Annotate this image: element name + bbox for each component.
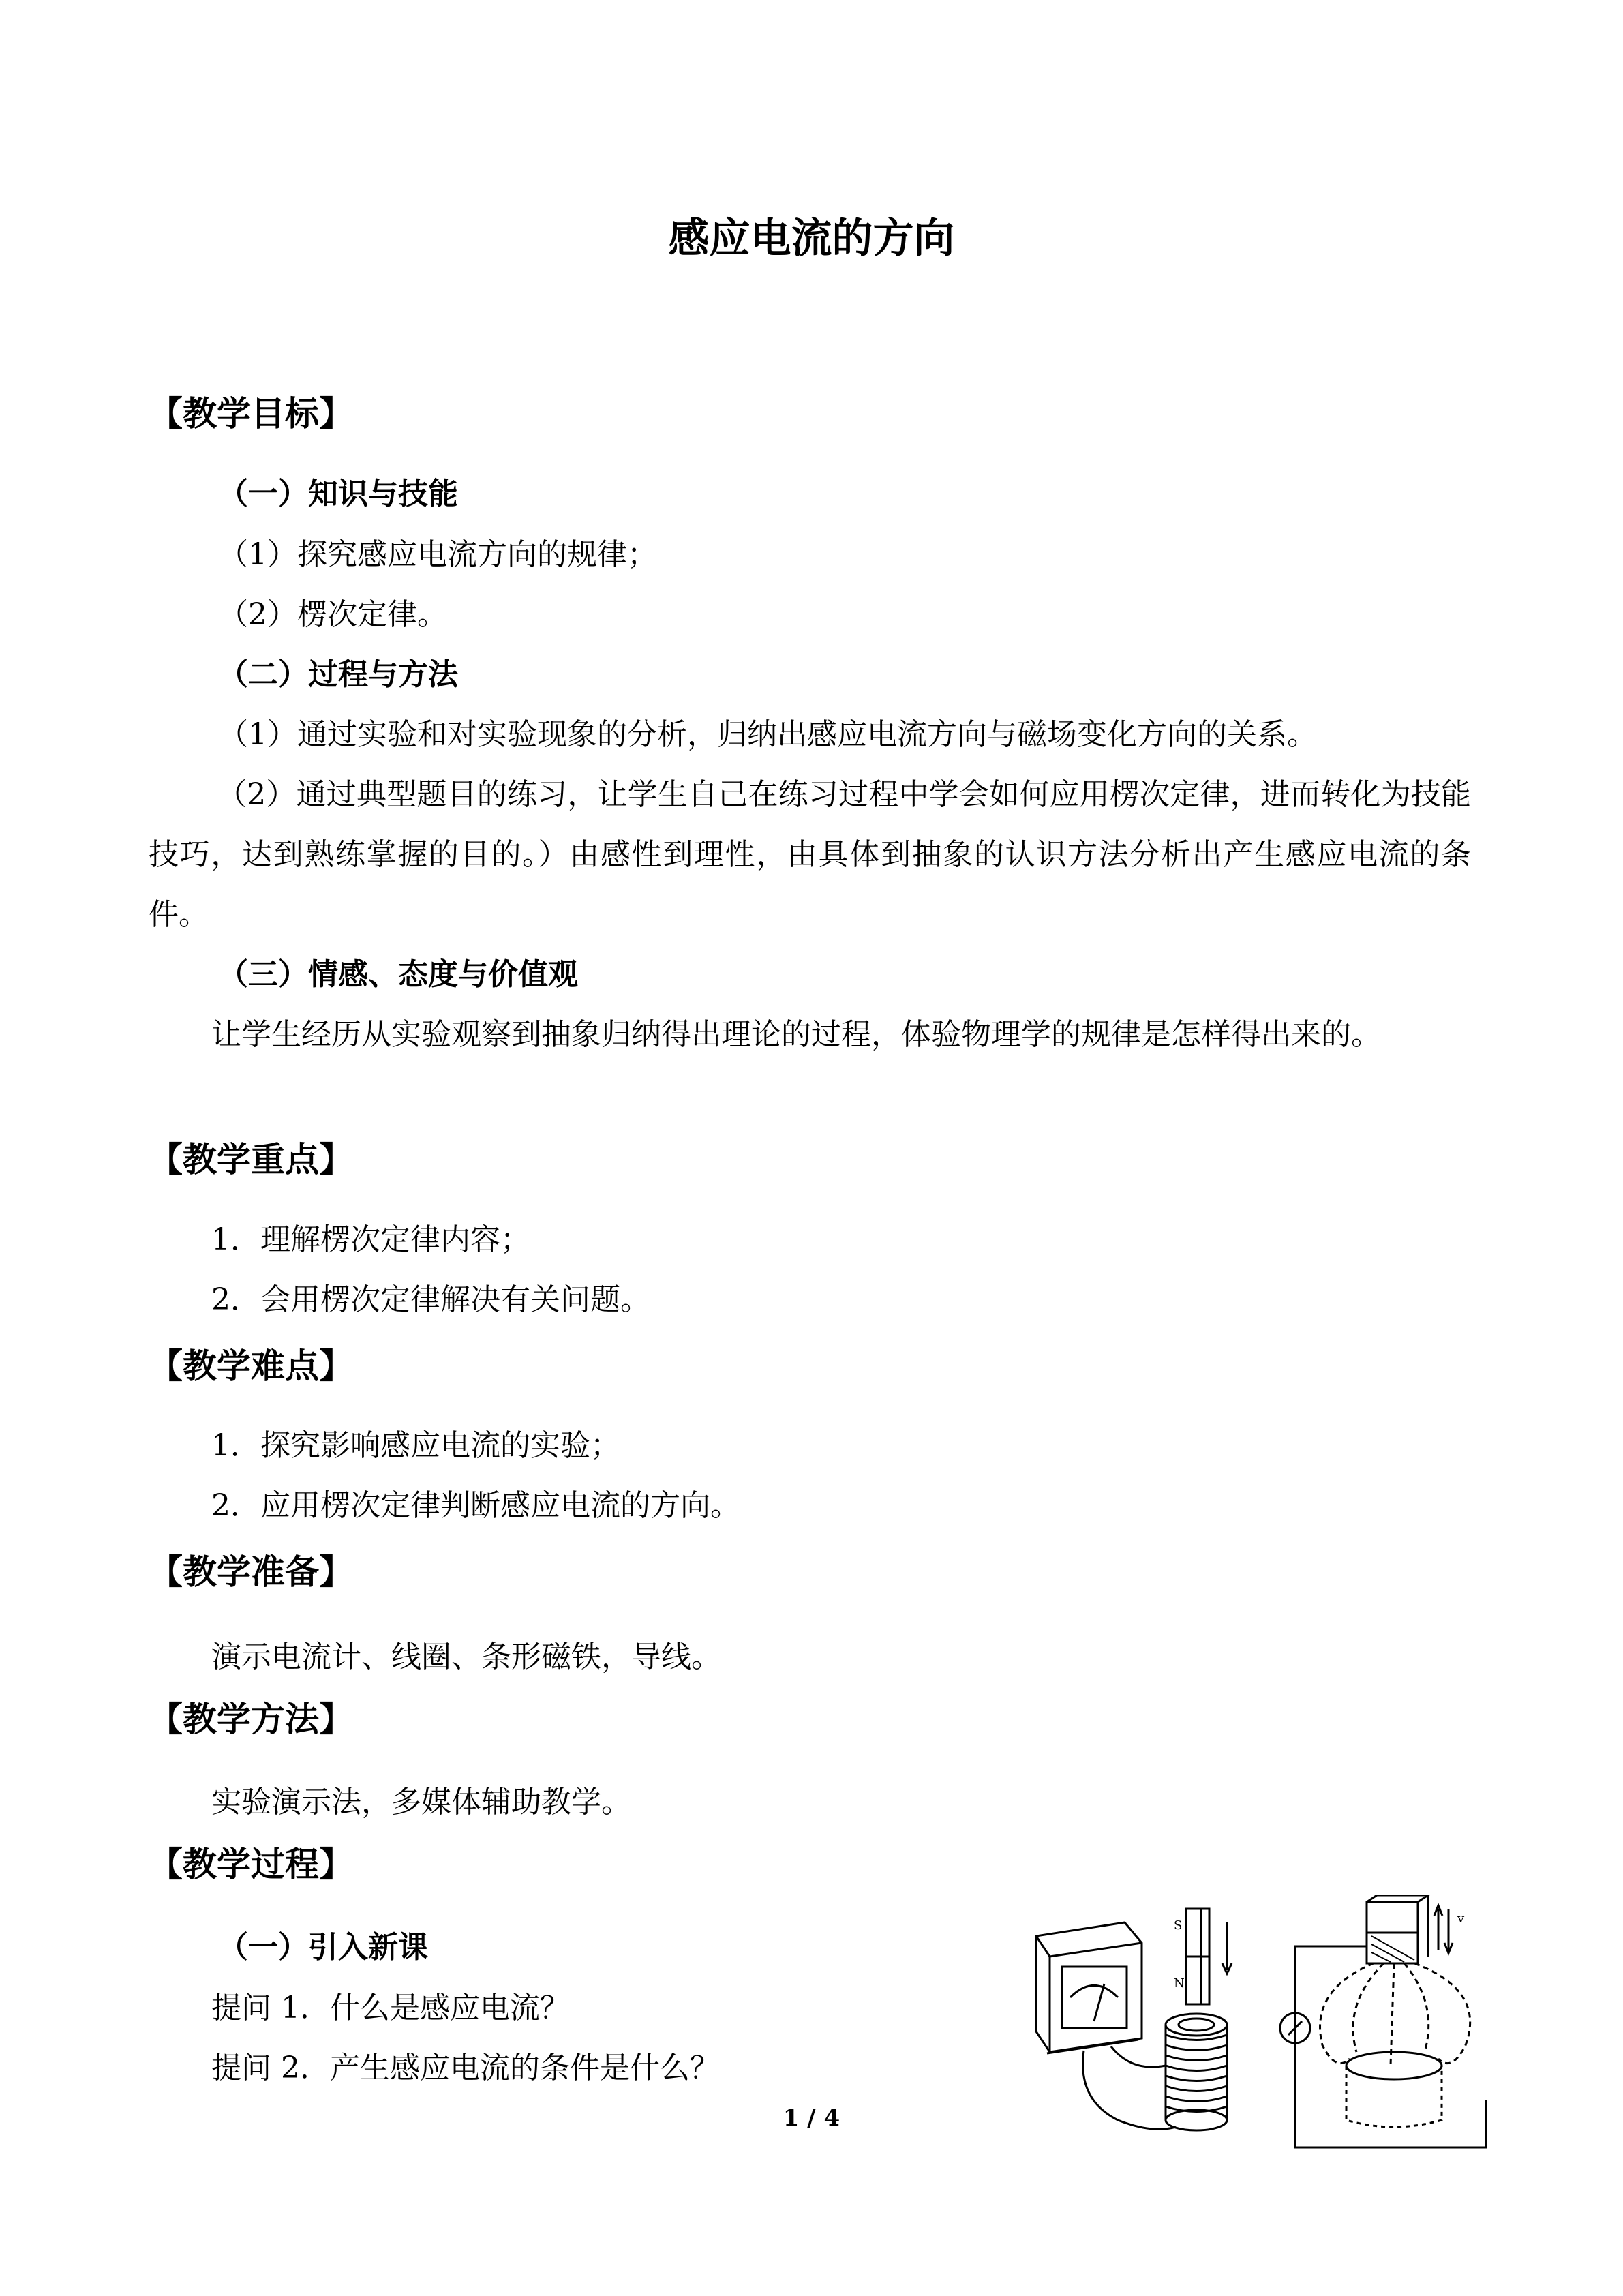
section-heading-methods: 【教学方法】 bbox=[149, 1699, 353, 1739]
list-item: （1）通过实验和对实验现象的分析，归纳出感应电流方向与磁场变化方向的关系。 bbox=[218, 717, 1317, 752]
magnet-label-n: N bbox=[1174, 1976, 1185, 1991]
list-item: 2．应用楞次定律判断感应电流的方向。 bbox=[211, 1488, 740, 1523]
subheading-knowledge-skills: （一）知识与技能 bbox=[218, 477, 458, 511]
section-heading-preparation: 【教学准备】 bbox=[149, 1552, 353, 1592]
subheading-process-methods: （二）过程与方法 bbox=[218, 657, 458, 692]
section-heading-objectives: 【教学目标】 bbox=[149, 393, 353, 434]
section-heading-difficulties: 【教学难点】 bbox=[149, 1346, 353, 1386]
question-item: 提问 2．产生感应电流的条件是什么？ bbox=[211, 2051, 720, 2085]
list-item: 1．理解楞次定律内容； bbox=[211, 1222, 530, 1257]
velocity-label: v bbox=[1457, 1912, 1465, 1926]
question-item: 提问 1．什么是感应电流？ bbox=[211, 1991, 570, 2025]
magnet-label-s: S bbox=[1174, 1918, 1183, 1933]
methods-text: 实验演示法，多媒体辅助教学。 bbox=[211, 1785, 631, 1819]
subheading-introduction: （一）引入新课 bbox=[218, 1930, 428, 1965]
preparation-text: 演示电流计、线圈、条形磁铁，导线。 bbox=[211, 1640, 721, 1674]
section-heading-process: 【教学过程】 bbox=[149, 1844, 353, 1884]
list-item: 2．会用楞次定律解决有关问题。 bbox=[211, 1282, 650, 1317]
list-item: 1．探究影响感应电流的实验； bbox=[211, 1428, 620, 1463]
list-item: （1）探究感应电流方向的规律； bbox=[218, 537, 657, 572]
list-item: （2）楞次定律。 bbox=[218, 597, 447, 632]
subheading-attitudes-values: （三）情感、态度与价值观 bbox=[218, 957, 578, 992]
paragraph: 让学生经历从实验观察到抽象归纳得出理论的过程，体验物理学的规律是怎样得出来的。 bbox=[211, 1017, 1381, 1052]
page-number: 1 / 4 bbox=[783, 2104, 840, 2132]
paragraph: （2）通过典型题目的练习，让学生自己在练习过程中学会如何应用楞次定律，进而转化为技能技巧，达到熟练掌握的目的。）由感性到理性，由具体到抽象的认识方法分析出产生感应电流的条件。 bbox=[149, 777, 1471, 932]
page-title: 感应电流的方向 bbox=[668, 215, 955, 262]
section-heading-keypoints: 【教学重点】 bbox=[149, 1139, 353, 1179]
